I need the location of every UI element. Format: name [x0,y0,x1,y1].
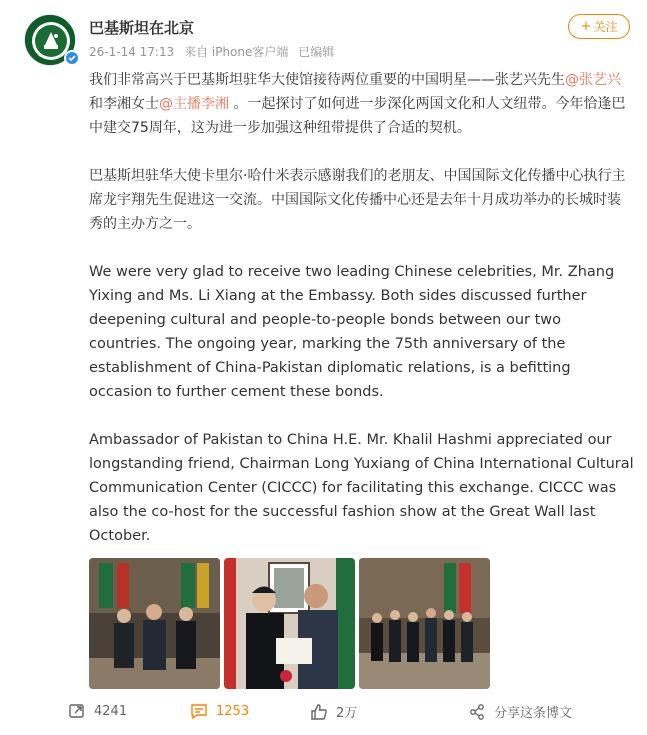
comment-button[interactable] [190,702,249,720]
share-label: 分享这条博文 [494,706,573,721]
photo-thumbnail[interactable] [359,558,490,689]
text-span: 。一起探讨了如何进一步深化两国文化和人文纽带。今年恰逢巴中建交75周年，这为进一步加强这种纽带提供了合适的契机。 [89,96,626,136]
post-paragraph-en-1: We were very glad to receive two leading Chinese celebrities, Mr. Zhang Yixing and Ms. Li Xiang at the Embassy. Both sides discussed further deepening cultural and people-to-people bonds between our two countries. The ongoing year, marking the 75th anniversary of the establishment of China-Pakistan diplomatic relations, is a befitting occasion to further cement these bonds. [89,264,615,400]
thumbs-up-icon [310,703,328,721]
like-count: 2万 [336,706,358,721]
follow-button[interactable] [568,14,630,39]
post-paragraph-cn-1 [89,68,634,140]
user-name[interactable]: 巴基斯坦在北京 [89,19,195,37]
repost-button[interactable] [68,702,127,720]
action-bar [0,698,647,726]
like-button[interactable] [310,702,357,721]
edited-label[interactable]: 已编辑 [298,45,335,59]
repost-icon [68,702,86,720]
mention-link-lixiang[interactable]: @主播李湘 [159,96,229,112]
verified-badge-icon [64,50,80,66]
text-span: 我们非常高兴于巴基斯坦驻华大使馆接待两位重要的中国明星——张艺兴先生 [89,72,565,88]
follow-label: 关注 [593,20,618,34]
comment-count: 1253 [216,703,250,719]
post-paragraph-en-2: Ambassador of Pakistan to China H.E. Mr. Khalil Hashmi appreciated our longstanding friend, Chairman Long Yuxiang of China International Cultural Communication Center (CICCC) for facilitating this exchange. CICCC was also the co-host for the successful fashion show at the Great Wall last October. [89,432,634,544]
share-icon [468,703,486,721]
text-span: 和李湘女士 [89,96,159,112]
repost-count: 4241 [94,703,128,719]
photo-grid [89,558,490,689]
post-meta [89,43,340,60]
comment-icon [190,702,208,720]
post-paragraph-cn-2: 巴基斯坦驻华大使卡里尔·哈什米表示感谢我们的老朋友、中国国际文化传播中心执行主席龙宇翔先生促进这一交流。中国国际文化传播中心还是去年十月成功举办的长城时装秀的主办方之一。 [89,168,626,232]
plus-icon: + [580,19,592,34]
mention-link-zhangyixing[interactable]: @张艺兴 [565,72,621,88]
post-source: 来自 iPhone客户端 [184,45,289,59]
post-time[interactable]: 26-1-14 17:13 [89,45,175,59]
photo-thumbnail[interactable] [89,558,220,689]
photo-thumbnail[interactable] [224,558,355,689]
share-button[interactable] [468,702,572,721]
